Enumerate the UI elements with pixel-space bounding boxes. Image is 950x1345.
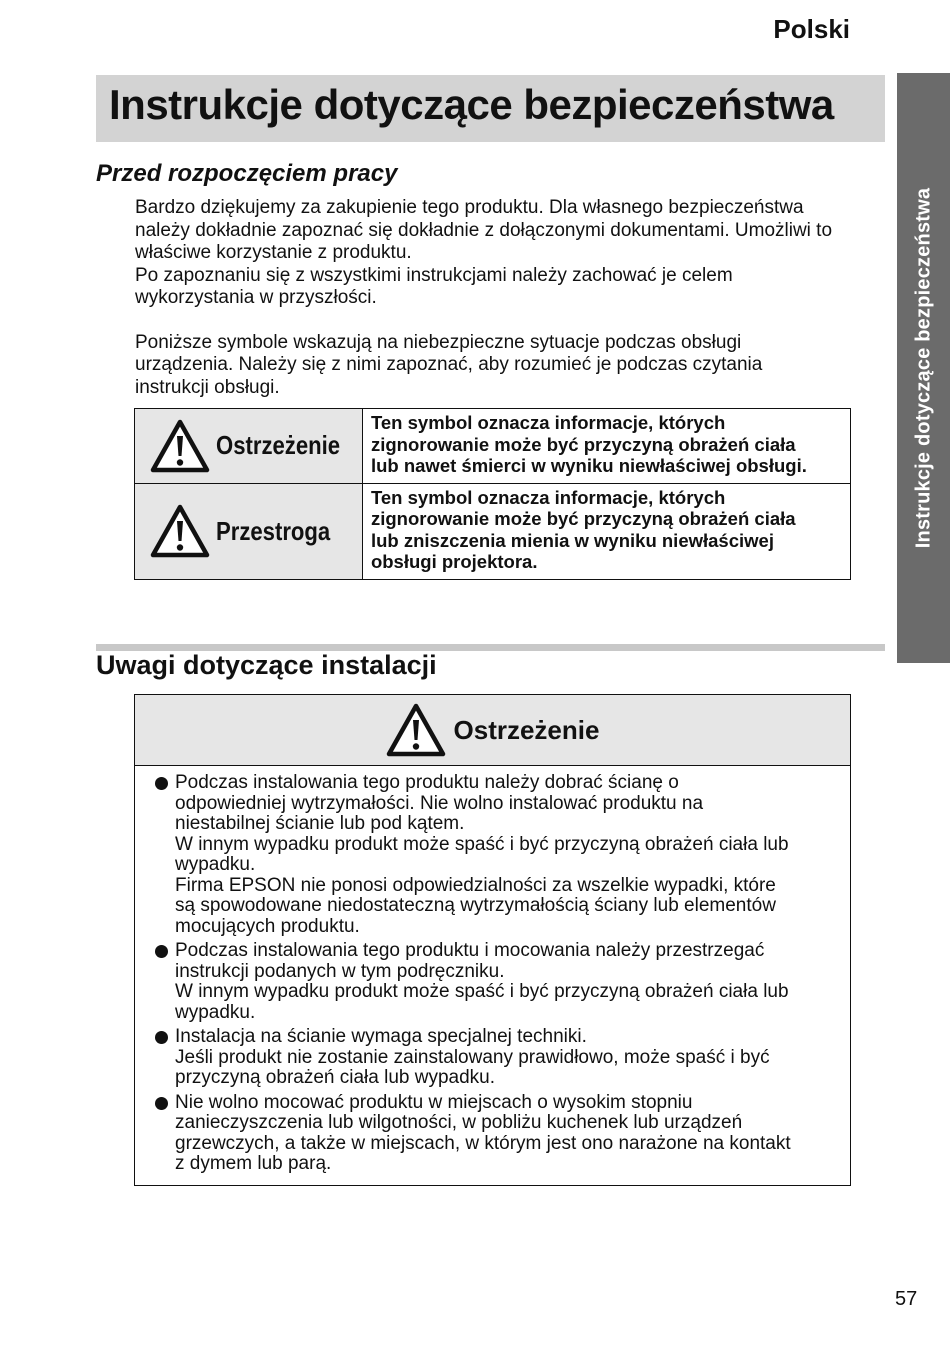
list-item [175, 941, 840, 1023]
text-line: są spowodowane niedostateczną wytrzymałością ściany lub elementów [175, 895, 776, 916]
text-line: Poniższe symbole wskazują na niebezpieczne sytuacje podczas obsługi [135, 331, 742, 353]
text-line: lub zniszczenia mienia w wyniku niewłaściwej [370, 529, 774, 551]
text-line: zignorowanie może być przyczyną obrażeń ciała [370, 508, 796, 529]
text-line: urządzenia. Należy się z nimi zapoznać, aby rozumieć je podczas czytania [135, 354, 763, 375]
text-line: Podczas instalowania tego produktu i mocowania należy przestrzegać [175, 940, 765, 961]
page-title: Instrukcje dotyczące bezpieczeństwa [109, 81, 834, 128]
symbol-label-cell [135, 483, 363, 579]
section-heading-before-use: Przed rozpoczęciem pracy [96, 160, 398, 187]
page-number: 57 [895, 1288, 918, 1310]
text-line: instrukcji obsługi. [135, 376, 280, 398]
text-line: Ten symbol oznacza informacje, których [370, 486, 726, 508]
symbol-row-warning [135, 409, 851, 484]
text-line: niestabilnej ścianie lub pod kątem. [175, 813, 465, 834]
warning-triangle-icon [150, 419, 210, 473]
symbol-description [362, 483, 850, 579]
text-line: Firma EPSON nie ponosi odpowiedzialności za wszelkie wypadki, które [175, 874, 776, 896]
list-item [175, 1027, 840, 1089]
section-heading-installation: Uwagi dotyczące instalacji [96, 650, 437, 680]
warning-box-header [135, 695, 850, 766]
text-line: Po zapoznaniu się z wszystkimi instrukcjami należy zachować je celem [135, 264, 733, 286]
warning-triangle-icon [150, 504, 210, 558]
text-line: wykorzystania w przyszłości. [135, 287, 377, 308]
text-line: Nie wolno mocować produktu w miejscach o wysokim stopniu [175, 1091, 693, 1113]
warning-box-title: Ostrzeżenie [453, 714, 600, 745]
symbol-table [134, 408, 851, 580]
symbol-label: Przestroga [216, 515, 331, 546]
text-line: wypadku. [175, 1001, 256, 1023]
text-line: odpowiedniej wytrzymałości. Nie wolno instalować produktu na [175, 792, 704, 814]
language-label: Polski [773, 14, 850, 44]
text-line: obsługi projektora. [370, 551, 538, 572]
intro-text [135, 197, 895, 399]
text-line: zanieczyszczenia lub wilgotności, w pobliżu kuchenek lub urządzeń [175, 1112, 743, 1133]
text-line: wypadku. [175, 854, 256, 875]
text-line: z dymem lub parą. [175, 1153, 332, 1174]
side-tab-label: Instrukcje dotyczące bezpieczeństwa [912, 187, 934, 549]
installation-warning-box [134, 694, 851, 1186]
text-line: grzewczych, a także w miejscach, w którym jest ono narażone na kontakt [175, 1132, 791, 1154]
text-line: instrukcji podanych w tym podręczniku. [175, 960, 505, 982]
text-line: Ten symbol oznacza informacje, których [370, 412, 726, 433]
text-line: Jeśli produkt nie zostanie zainstalowany prawidłowo, może spaść i być [175, 1046, 770, 1068]
symbol-label: Ostrzeżenie [216, 430, 341, 461]
side-tab [897, 73, 950, 663]
text-line: W innym wypadku produkt może spaść i być przyczyną obrażeń ciała lub [175, 981, 789, 1002]
intro-paragraph-1 [135, 197, 895, 310]
text-line: należy dokładnie zapoznać się dokładnie z dołączonymi dokumentami. Umożliwi to [135, 219, 833, 241]
text-line: przyczyną obrażeń ciała lub wypadku. [175, 1067, 496, 1088]
text-line: Podczas instalowania tego produktu należy dobrać ścianę o [175, 772, 679, 793]
symbol-description [362, 409, 850, 484]
text-line: Bardzo dziękujemy za zakupienie tego produktu. Dla własnego bezpieczeństwa [135, 197, 804, 218]
text-line: lub nawet śmierci w wyniku niewłaściwej obsługi. [370, 455, 807, 476]
symbol-row-caution [135, 483, 851, 579]
text-line: właściwe korzystanie z produktu. [135, 242, 412, 263]
intro-paragraph-2 [135, 332, 895, 400]
warning-triangle-icon [386, 703, 446, 757]
warning-list [135, 766, 850, 1175]
list-item [175, 773, 840, 937]
text-line: mocujących produktu. [175, 915, 360, 937]
list-item [175, 1093, 840, 1175]
title-bar [96, 75, 885, 142]
text-line: zignorowanie może być przyczyną obrażeń ciała [370, 433, 796, 455]
symbol-label-cell [135, 409, 363, 484]
text-line: Instalacja na ścianie wymaga specjalnej techniki. [175, 1026, 587, 1047]
text-line: W innym wypadku produkt może spaść i być przyczyną obrażeń ciała lub [175, 833, 789, 855]
